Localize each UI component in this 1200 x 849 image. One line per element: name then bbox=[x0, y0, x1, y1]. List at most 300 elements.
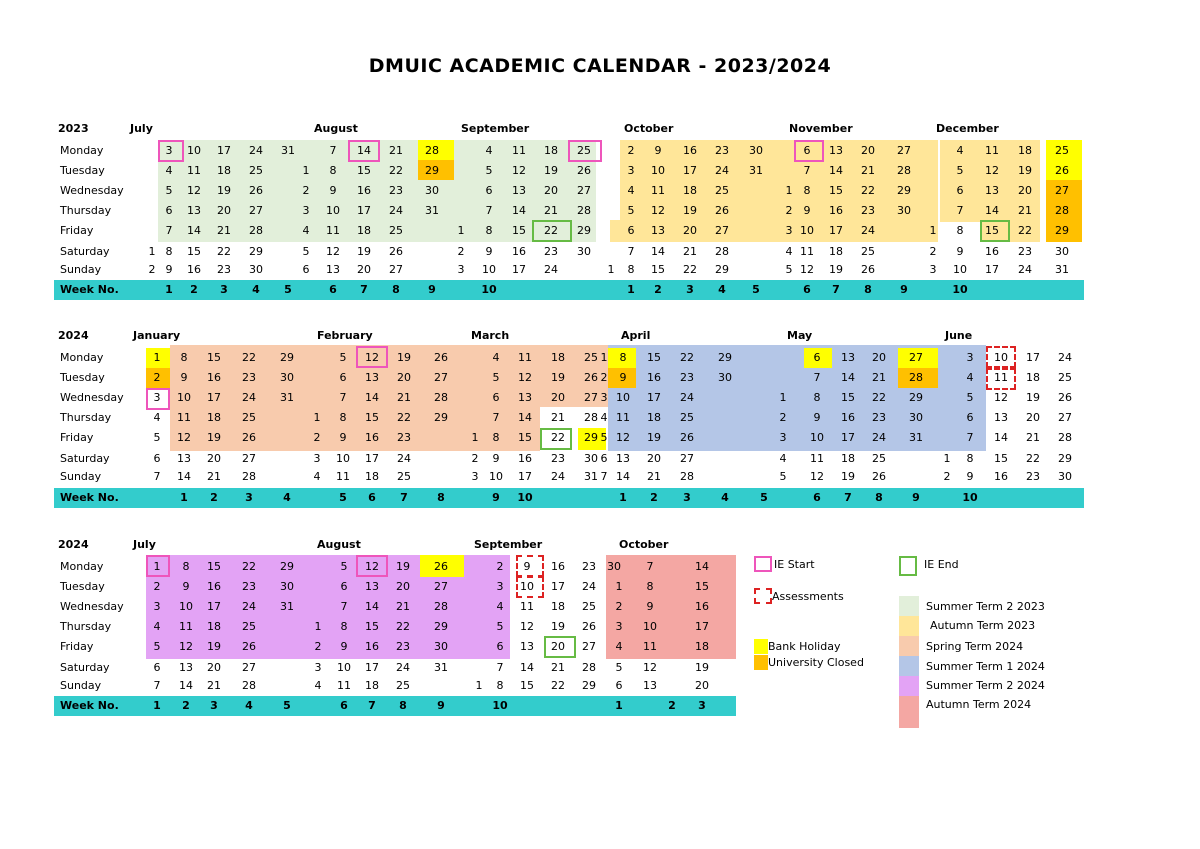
week-number: 10 bbox=[492, 699, 508, 712]
date-cell: 6 bbox=[153, 661, 161, 674]
date-cell: 16 bbox=[985, 245, 999, 258]
week-number: 3 bbox=[698, 699, 706, 712]
date-cell: 6 bbox=[803, 144, 811, 157]
year-label: 2023 bbox=[58, 122, 89, 135]
date-cell: 23 bbox=[715, 144, 729, 157]
date-cell: 12 bbox=[520, 620, 534, 633]
date-cell: 7 bbox=[153, 470, 161, 483]
date-cell: 31 bbox=[1055, 263, 1069, 276]
date-cell: 3 bbox=[600, 391, 608, 404]
month-header: February bbox=[317, 329, 373, 342]
date-cell: 18 bbox=[647, 411, 661, 424]
date-cell: 3 bbox=[457, 263, 465, 276]
date-cell: 26 bbox=[242, 431, 256, 444]
date-cell: 28 bbox=[584, 411, 598, 424]
date-cell: 18 bbox=[217, 164, 231, 177]
date-cell: 21 bbox=[647, 470, 661, 483]
date-cell: 25 bbox=[389, 224, 403, 237]
date-cell: 16 bbox=[683, 144, 697, 157]
date-cell: 27 bbox=[584, 391, 598, 404]
day-label: Saturday bbox=[60, 452, 110, 465]
date-cell: 1 bbox=[615, 580, 623, 593]
date-cell: 12 bbox=[326, 245, 340, 258]
date-cell: 30 bbox=[280, 371, 294, 384]
week-number: 6 bbox=[329, 283, 337, 296]
date-cell: 20 bbox=[861, 144, 875, 157]
date-cell: 1 bbox=[929, 224, 937, 237]
date-cell: 11 bbox=[518, 351, 532, 364]
date-cell: 25 bbox=[715, 184, 729, 197]
date-cell: 10 bbox=[520, 580, 534, 593]
date-cell: 29 bbox=[425, 164, 439, 177]
ie-end-legend-label: IE End bbox=[924, 558, 959, 571]
date-cell: 9 bbox=[329, 184, 337, 197]
date-cell: 30 bbox=[909, 411, 923, 424]
date-cell: 18 bbox=[1026, 371, 1040, 384]
week-number: 1 bbox=[165, 283, 173, 296]
date-cell: 28 bbox=[1058, 431, 1072, 444]
date-cell: 5 bbox=[165, 184, 173, 197]
date-cell: 3 bbox=[153, 391, 161, 404]
year-label: 2024 bbox=[58, 538, 89, 551]
month-header: May bbox=[787, 329, 813, 342]
date-cell: 14 bbox=[357, 144, 371, 157]
date-cell: 9 bbox=[180, 371, 188, 384]
date-cell: 14 bbox=[179, 679, 193, 692]
assessments-legend-swatch bbox=[754, 588, 772, 604]
week-number: 9 bbox=[492, 491, 500, 504]
date-cell: 24 bbox=[242, 391, 256, 404]
date-cell: 19 bbox=[841, 470, 855, 483]
date-cell: 29 bbox=[897, 184, 911, 197]
term-legend-label: Summer Term 1 2024 bbox=[926, 660, 1045, 673]
date-cell: 18 bbox=[551, 351, 565, 364]
date-cell: 24 bbox=[551, 470, 565, 483]
month-header: July bbox=[130, 122, 153, 135]
week-number: 2 bbox=[650, 491, 658, 504]
date-cell: 30 bbox=[584, 452, 598, 465]
date-cell: 2 bbox=[313, 431, 321, 444]
date-cell: 8 bbox=[339, 411, 347, 424]
month-header: April bbox=[621, 329, 651, 342]
date-cell: 1 bbox=[313, 411, 321, 424]
date-cell: 26 bbox=[242, 640, 256, 653]
date-cell: 14 bbox=[994, 431, 1008, 444]
week-number: 2 bbox=[190, 283, 198, 296]
date-cell: 8 bbox=[485, 224, 493, 237]
day-label: Thursday bbox=[60, 411, 112, 424]
date-cell: 31 bbox=[749, 164, 763, 177]
date-cell: 3 bbox=[302, 204, 310, 217]
date-cell: 5 bbox=[496, 620, 504, 633]
week-number: 9 bbox=[437, 699, 445, 712]
day-label: Sunday bbox=[60, 679, 102, 692]
date-cell: 30 bbox=[1055, 245, 1069, 258]
date-cell: 4 bbox=[492, 351, 500, 364]
day-label: Thursday bbox=[60, 620, 112, 633]
date-cell: 7 bbox=[600, 470, 608, 483]
date-cell: 10 bbox=[326, 204, 340, 217]
date-cell: 17 bbox=[518, 470, 532, 483]
week-number: 2 bbox=[210, 491, 218, 504]
week-number: 1 bbox=[627, 283, 635, 296]
date-cell: 18 bbox=[207, 620, 221, 633]
week-number: 1 bbox=[619, 491, 627, 504]
date-cell: 11 bbox=[985, 144, 999, 157]
date-cell: 12 bbox=[616, 431, 630, 444]
date-cell: 28 bbox=[680, 470, 694, 483]
day-label: Friday bbox=[60, 224, 94, 237]
date-cell: 18 bbox=[829, 245, 843, 258]
date-cell: 19 bbox=[207, 431, 221, 444]
date-cell: 15 bbox=[647, 351, 661, 364]
university-closed-legend-label: University Closed bbox=[768, 656, 864, 669]
week-number: 2 bbox=[182, 699, 190, 712]
date-cell: 2 bbox=[153, 580, 161, 593]
date-cell: 17 bbox=[365, 452, 379, 465]
date-cell: 3 bbox=[627, 164, 635, 177]
date-cell: 9 bbox=[485, 245, 493, 258]
date-cell: 6 bbox=[496, 640, 504, 653]
date-cell: 4 bbox=[966, 371, 974, 384]
week-number: 8 bbox=[875, 491, 883, 504]
date-cell: 17 bbox=[695, 620, 709, 633]
date-cell: 8 bbox=[646, 580, 654, 593]
date-cell: 22 bbox=[872, 391, 886, 404]
day-label: Saturday bbox=[60, 661, 110, 674]
date-cell: 20 bbox=[683, 224, 697, 237]
date-cell: 19 bbox=[647, 431, 661, 444]
date-cell: 1 bbox=[475, 679, 483, 692]
date-cell: 1 bbox=[943, 452, 951, 465]
day-label: Friday bbox=[60, 640, 94, 653]
date-cell: 30 bbox=[280, 580, 294, 593]
day-label: Friday bbox=[60, 431, 94, 444]
date-cell: 6 bbox=[339, 371, 347, 384]
date-cell: 24 bbox=[249, 144, 263, 157]
date-cell: 24 bbox=[544, 263, 558, 276]
date-cell: 21 bbox=[389, 144, 403, 157]
date-cell: 21 bbox=[396, 600, 410, 613]
day-label: Sunday bbox=[60, 263, 102, 276]
date-cell: 13 bbox=[520, 640, 534, 653]
date-cell: 8 bbox=[165, 245, 173, 258]
date-cell: 20 bbox=[357, 263, 371, 276]
date-cell: 10 bbox=[643, 620, 657, 633]
date-cell: 6 bbox=[165, 204, 173, 217]
term-legend-label: Autumn Term 2024 bbox=[926, 698, 1032, 711]
date-cell: 13 bbox=[512, 184, 526, 197]
date-cell: 27 bbox=[577, 184, 591, 197]
term-legend-label: Summer Term 2 2023 bbox=[926, 600, 1045, 613]
date-cell: 18 bbox=[544, 144, 558, 157]
date-cell: 16 bbox=[207, 580, 221, 593]
date-cell: 24 bbox=[861, 224, 875, 237]
day-label: Wednesday bbox=[60, 184, 124, 197]
date-cell: 1 bbox=[153, 560, 161, 573]
week-number: 1 bbox=[615, 699, 623, 712]
date-cell: 2 bbox=[457, 245, 465, 258]
date-cell: 28 bbox=[897, 164, 911, 177]
date-cell: 21 bbox=[861, 164, 875, 177]
date-cell: 26 bbox=[389, 245, 403, 258]
date-cell: 16 bbox=[518, 452, 532, 465]
date-cell: 12 bbox=[800, 263, 814, 276]
date-cell: 1 bbox=[457, 224, 465, 237]
date-cell: 15 bbox=[520, 679, 534, 692]
date-cell: 5 bbox=[153, 640, 161, 653]
date-cell: 26 bbox=[584, 371, 598, 384]
date-cell: 29 bbox=[280, 351, 294, 364]
date-cell: 20 bbox=[544, 184, 558, 197]
day-label: Thursday bbox=[60, 204, 112, 217]
date-cell: 27 bbox=[680, 452, 694, 465]
date-cell: 20 bbox=[207, 661, 221, 674]
date-cell: 12 bbox=[177, 431, 191, 444]
date-cell: 4 bbox=[600, 411, 608, 424]
week-number: 3 bbox=[683, 491, 691, 504]
date-cell: 16 bbox=[695, 600, 709, 613]
date-cell: 27 bbox=[1058, 411, 1072, 424]
date-cell: 20 bbox=[217, 204, 231, 217]
date-cell: 9 bbox=[182, 580, 190, 593]
date-cell: 25 bbox=[397, 470, 411, 483]
date-cell: 19 bbox=[396, 560, 410, 573]
week-number: 9 bbox=[912, 491, 920, 504]
date-cell: 26 bbox=[249, 184, 263, 197]
date-cell: 25 bbox=[584, 351, 598, 364]
date-cell: 5 bbox=[492, 371, 500, 384]
date-cell: 28 bbox=[242, 470, 256, 483]
date-cell: 6 bbox=[966, 411, 974, 424]
date-cell: 27 bbox=[434, 580, 448, 593]
week-number: 1 bbox=[180, 491, 188, 504]
date-cell: 7 bbox=[153, 679, 161, 692]
date-cell: 16 bbox=[829, 204, 843, 217]
date-cell: 2 bbox=[148, 263, 156, 276]
week-number: 4 bbox=[718, 283, 726, 296]
date-cell: 9 bbox=[654, 144, 662, 157]
date-cell: 24 bbox=[872, 431, 886, 444]
date-cell: 29 bbox=[577, 224, 591, 237]
date-cell: 2 bbox=[627, 144, 635, 157]
date-cell: 15 bbox=[365, 620, 379, 633]
date-cell: 8 bbox=[966, 452, 974, 465]
week-number: 5 bbox=[283, 699, 291, 712]
date-cell: 5 bbox=[627, 204, 635, 217]
date-cell: 22 bbox=[683, 263, 697, 276]
term-legend-label: Autumn Term 2023 bbox=[930, 619, 1036, 632]
date-cell: 28 bbox=[582, 661, 596, 674]
date-cell: 26 bbox=[434, 351, 448, 364]
date-cell: 15 bbox=[985, 224, 999, 237]
date-cell: 4 bbox=[313, 470, 321, 483]
date-cell: 7 bbox=[646, 560, 654, 573]
date-cell: 7 bbox=[803, 164, 811, 177]
date-cell: 28 bbox=[425, 144, 439, 157]
date-cell: 24 bbox=[1058, 351, 1072, 364]
date-cell: 22 bbox=[861, 184, 875, 197]
date-cell: 17 bbox=[841, 431, 855, 444]
date-cell: 16 bbox=[994, 470, 1008, 483]
date-cell: 19 bbox=[1026, 391, 1040, 404]
date-cell: 30 bbox=[749, 144, 763, 157]
date-cell: 22 bbox=[680, 351, 694, 364]
date-cell: 19 bbox=[207, 640, 221, 653]
date-cell: 12 bbox=[512, 164, 526, 177]
date-cell: 21 bbox=[872, 371, 886, 384]
date-cell: 26 bbox=[872, 470, 886, 483]
date-cell: 8 bbox=[329, 164, 337, 177]
date-cell: 21 bbox=[1018, 204, 1032, 217]
week-number: 6 bbox=[813, 491, 821, 504]
date-cell: 17 bbox=[207, 391, 221, 404]
date-cell: 31 bbox=[280, 600, 294, 613]
date-cell: 19 bbox=[1018, 164, 1032, 177]
date-cell: 21 bbox=[551, 661, 565, 674]
date-cell: 28 bbox=[434, 391, 448, 404]
date-cell: 2 bbox=[615, 600, 623, 613]
date-cell: 4 bbox=[615, 640, 623, 653]
date-cell: 24 bbox=[582, 580, 596, 593]
date-cell: 23 bbox=[582, 560, 596, 573]
ie-start-legend-swatch bbox=[754, 556, 772, 572]
week-number: 3 bbox=[220, 283, 228, 296]
date-cell: 15 bbox=[829, 184, 843, 197]
date-cell: 8 bbox=[803, 184, 811, 197]
date-cell: 7 bbox=[339, 391, 347, 404]
date-cell: 18 bbox=[683, 184, 697, 197]
date-cell: 27 bbox=[242, 661, 256, 674]
date-cell: 2 bbox=[471, 452, 479, 465]
date-cell: 16 bbox=[841, 411, 855, 424]
week-number: 4 bbox=[252, 283, 260, 296]
date-cell: 8 bbox=[627, 263, 635, 276]
date-cell: 7 bbox=[966, 431, 974, 444]
date-cell: 22 bbox=[544, 224, 558, 237]
date-cell: 28 bbox=[909, 371, 923, 384]
date-cell: 13 bbox=[179, 661, 193, 674]
month-header: September bbox=[474, 538, 543, 551]
date-cell: 4 bbox=[627, 184, 635, 197]
week-number: 7 bbox=[832, 283, 840, 296]
date-cell: 8 bbox=[956, 224, 964, 237]
day-label: Tuesday bbox=[60, 371, 105, 384]
date-cell: 11 bbox=[651, 184, 665, 197]
date-cell: 2 bbox=[943, 470, 951, 483]
date-cell: 3 bbox=[785, 224, 793, 237]
date-cell: 13 bbox=[985, 184, 999, 197]
date-cell: 5 bbox=[302, 245, 310, 258]
date-cell: 4 bbox=[302, 224, 310, 237]
date-cell: 26 bbox=[680, 431, 694, 444]
autumn-term-2024-swatch bbox=[899, 696, 919, 728]
date-cell: 28 bbox=[249, 224, 263, 237]
date-cell: 17 bbox=[829, 224, 843, 237]
date-cell: 14 bbox=[520, 661, 534, 674]
week-number: 10 bbox=[962, 491, 978, 504]
date-cell: 10 bbox=[177, 391, 191, 404]
date-cell: 25 bbox=[582, 600, 596, 613]
date-cell: 27 bbox=[715, 224, 729, 237]
date-cell: 18 bbox=[695, 640, 709, 653]
date-cell: 22 bbox=[397, 411, 411, 424]
week-label: Week No. bbox=[60, 491, 119, 504]
week-number: 9 bbox=[900, 283, 908, 296]
date-cell: 17 bbox=[1026, 351, 1040, 364]
date-cell: 16 bbox=[365, 431, 379, 444]
date-cell: 14 bbox=[365, 391, 379, 404]
date-cell: 14 bbox=[616, 470, 630, 483]
date-cell: 15 bbox=[994, 452, 1008, 465]
page-title: DMUIC ACADEMIC CALENDAR - 2023/2024 bbox=[368, 55, 832, 77]
date-cell: 18 bbox=[551, 600, 565, 613]
date-cell: 15 bbox=[512, 224, 526, 237]
date-cell: 22 bbox=[1018, 224, 1032, 237]
date-cell: 9 bbox=[619, 371, 627, 384]
week-number: 3 bbox=[245, 491, 253, 504]
week-number: 5 bbox=[760, 491, 768, 504]
month-header: September bbox=[461, 122, 530, 135]
date-cell: 2 bbox=[929, 245, 937, 258]
date-cell: 13 bbox=[187, 204, 201, 217]
date-cell: 1 bbox=[779, 391, 787, 404]
date-cell: 4 bbox=[165, 164, 173, 177]
date-cell: 4 bbox=[153, 411, 161, 424]
date-cell: 19 bbox=[397, 351, 411, 364]
date-cell: 15 bbox=[357, 164, 371, 177]
date-cell: 9 bbox=[165, 263, 173, 276]
date-cell: 20 bbox=[551, 391, 565, 404]
date-cell: 13 bbox=[643, 679, 657, 692]
date-cell: 19 bbox=[544, 164, 558, 177]
date-cell: 1 bbox=[148, 245, 156, 258]
summer-term-2-2024-swatch bbox=[899, 676, 919, 696]
date-cell: 31 bbox=[280, 391, 294, 404]
week-number: 7 bbox=[844, 491, 852, 504]
date-cell: 24 bbox=[397, 452, 411, 465]
date-cell: 22 bbox=[242, 351, 256, 364]
date-cell: 24 bbox=[242, 600, 256, 613]
month-header: November bbox=[789, 122, 853, 135]
date-cell: 23 bbox=[680, 371, 694, 384]
date-cell: 6 bbox=[340, 580, 348, 593]
term-legend-label: Summer Term 2 2024 bbox=[926, 679, 1045, 692]
year-label: 2024 bbox=[58, 329, 89, 342]
date-cell: 27 bbox=[242, 452, 256, 465]
date-cell: 2 bbox=[496, 560, 504, 573]
date-cell: 24 bbox=[715, 164, 729, 177]
date-cell: 21 bbox=[397, 391, 411, 404]
date-cell: 1 bbox=[153, 351, 161, 364]
date-cell: 10 bbox=[616, 391, 630, 404]
date-cell: 11 bbox=[337, 679, 351, 692]
date-cell: 17 bbox=[683, 164, 697, 177]
date-cell: 29 bbox=[582, 679, 596, 692]
date-cell: 20 bbox=[551, 640, 565, 653]
date-cell: 24 bbox=[1018, 263, 1032, 276]
date-cell: 3 bbox=[313, 452, 321, 465]
date-cell: 28 bbox=[577, 204, 591, 217]
week-number: 10 bbox=[481, 283, 497, 296]
date-cell: 5 bbox=[339, 351, 347, 364]
spring-term-2024-swatch bbox=[899, 636, 919, 656]
week-number: 5 bbox=[284, 283, 292, 296]
date-cell: 6 bbox=[956, 184, 964, 197]
date-cell: 10 bbox=[800, 224, 814, 237]
date-cell: 7 bbox=[165, 224, 173, 237]
date-cell: 15 bbox=[651, 263, 665, 276]
